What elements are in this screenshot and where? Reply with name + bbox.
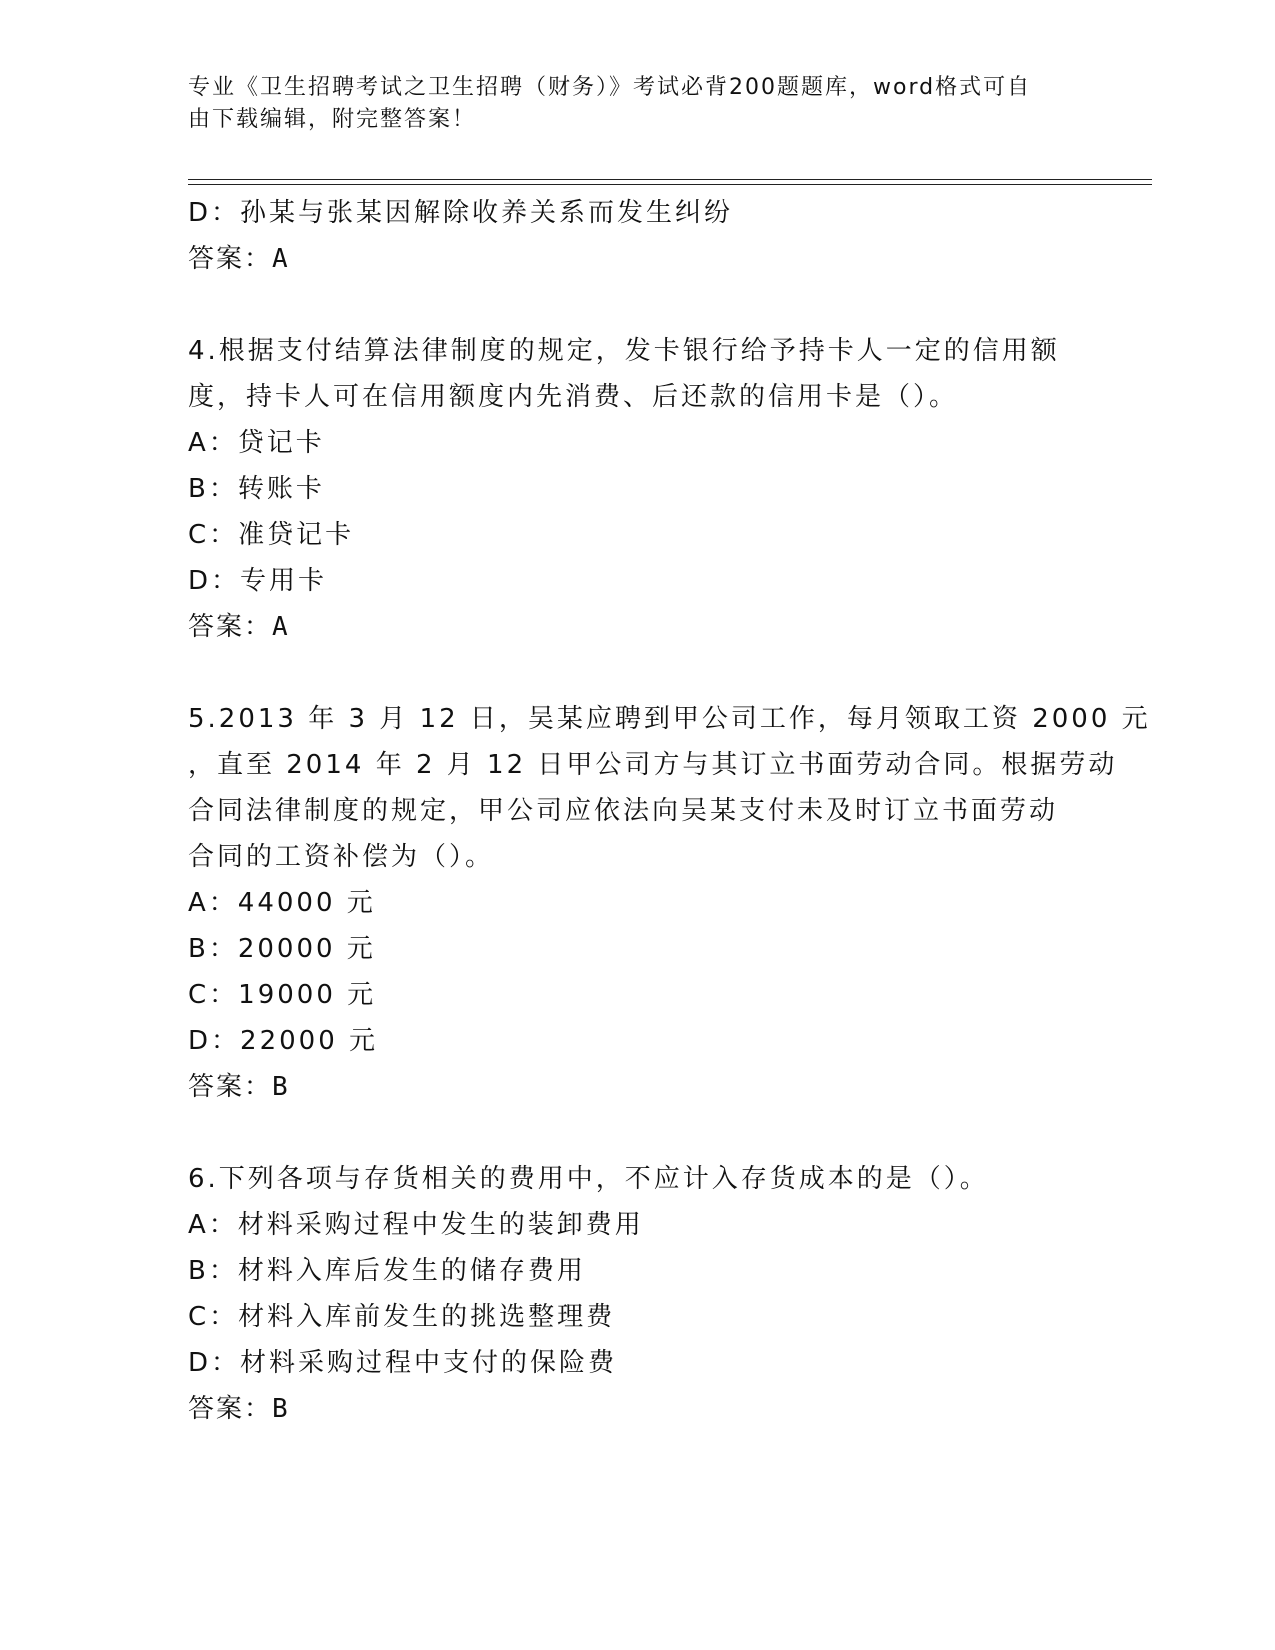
q4-option-d: D：专用卡 — [188, 566, 328, 596]
q6-stem-line: 6.下列各项与存货相关的费用中，不应计入存货成本的是（）。 — [188, 1164, 989, 1194]
q4-answer: 答案：A — [188, 612, 290, 642]
q5-option-a: A：44000 元 — [188, 888, 376, 918]
question-4 — [188, 328, 1088, 650]
q6-option-c: C：材料入库前发生的挑选整理费 — [188, 1302, 616, 1332]
q3-answer: 答案：A — [188, 244, 290, 274]
q4-option-c: C：准贷记卡 — [188, 520, 355, 550]
question-6 — [188, 1156, 1088, 1432]
header-divider-bottom — [188, 184, 1152, 185]
q4-option-b: B：转账卡 — [188, 474, 325, 504]
q6-option-a: A：材料采购过程中发生的装卸费用 — [188, 1210, 644, 1240]
header-divider-top — [188, 179, 1152, 180]
q5-answer: 答案：B — [188, 1072, 290, 1102]
q6-option-b: B：材料入库后发生的储存费用 — [188, 1256, 586, 1286]
document-header — [188, 72, 1068, 136]
header-line-2: 由下载编辑，附完整答案！ — [188, 107, 477, 132]
q5-stem-line: 5.2013 年 3 月 12 日，吴某应聘到甲公司工作，每月领取工资 2000 元 — [188, 704, 1151, 734]
question-content — [188, 190, 1151, 1432]
q5-stem-line: 合同法律制度的规定，甲公司应依法向吴某支付未及时订立书面劳动 — [188, 796, 1059, 826]
q5-stem-line: ，直至 2014 年 2 月 12 日甲公司方与其订立书面劳动合同。根据劳动 — [188, 750, 1118, 780]
q5-option-d: D：22000 元 — [188, 1026, 378, 1056]
header-line-1: 专业《卫生招聘考试之卫生招聘（财务）》考试必背200题题库，word格式可自 — [188, 75, 1032, 100]
q5-stem-line: 合同的工资补偿为（）。 — [188, 842, 495, 872]
q5-option-c: C：19000 元 — [188, 980, 377, 1010]
q6-option-d: D：材料采购过程中支付的保险费 — [188, 1348, 618, 1378]
q6-answer: 答案：B — [188, 1394, 290, 1424]
q5-option-b: B：20000 元 — [188, 934, 376, 964]
q4-option-a: A：贷记卡 — [188, 428, 325, 458]
q4-stem-line: 4.根据支付结算法律制度的规定，发卡银行给予持卡人一定的信用额 — [188, 336, 1060, 366]
q4-stem-line: 度，持卡人可在信用额度内先消费、后还款的信用卡是（）。 — [188, 382, 959, 412]
q3-option-d: D：孙某与张某因解除收养关系而发生纠纷 — [188, 198, 734, 228]
question-5 — [188, 696, 1151, 1110]
